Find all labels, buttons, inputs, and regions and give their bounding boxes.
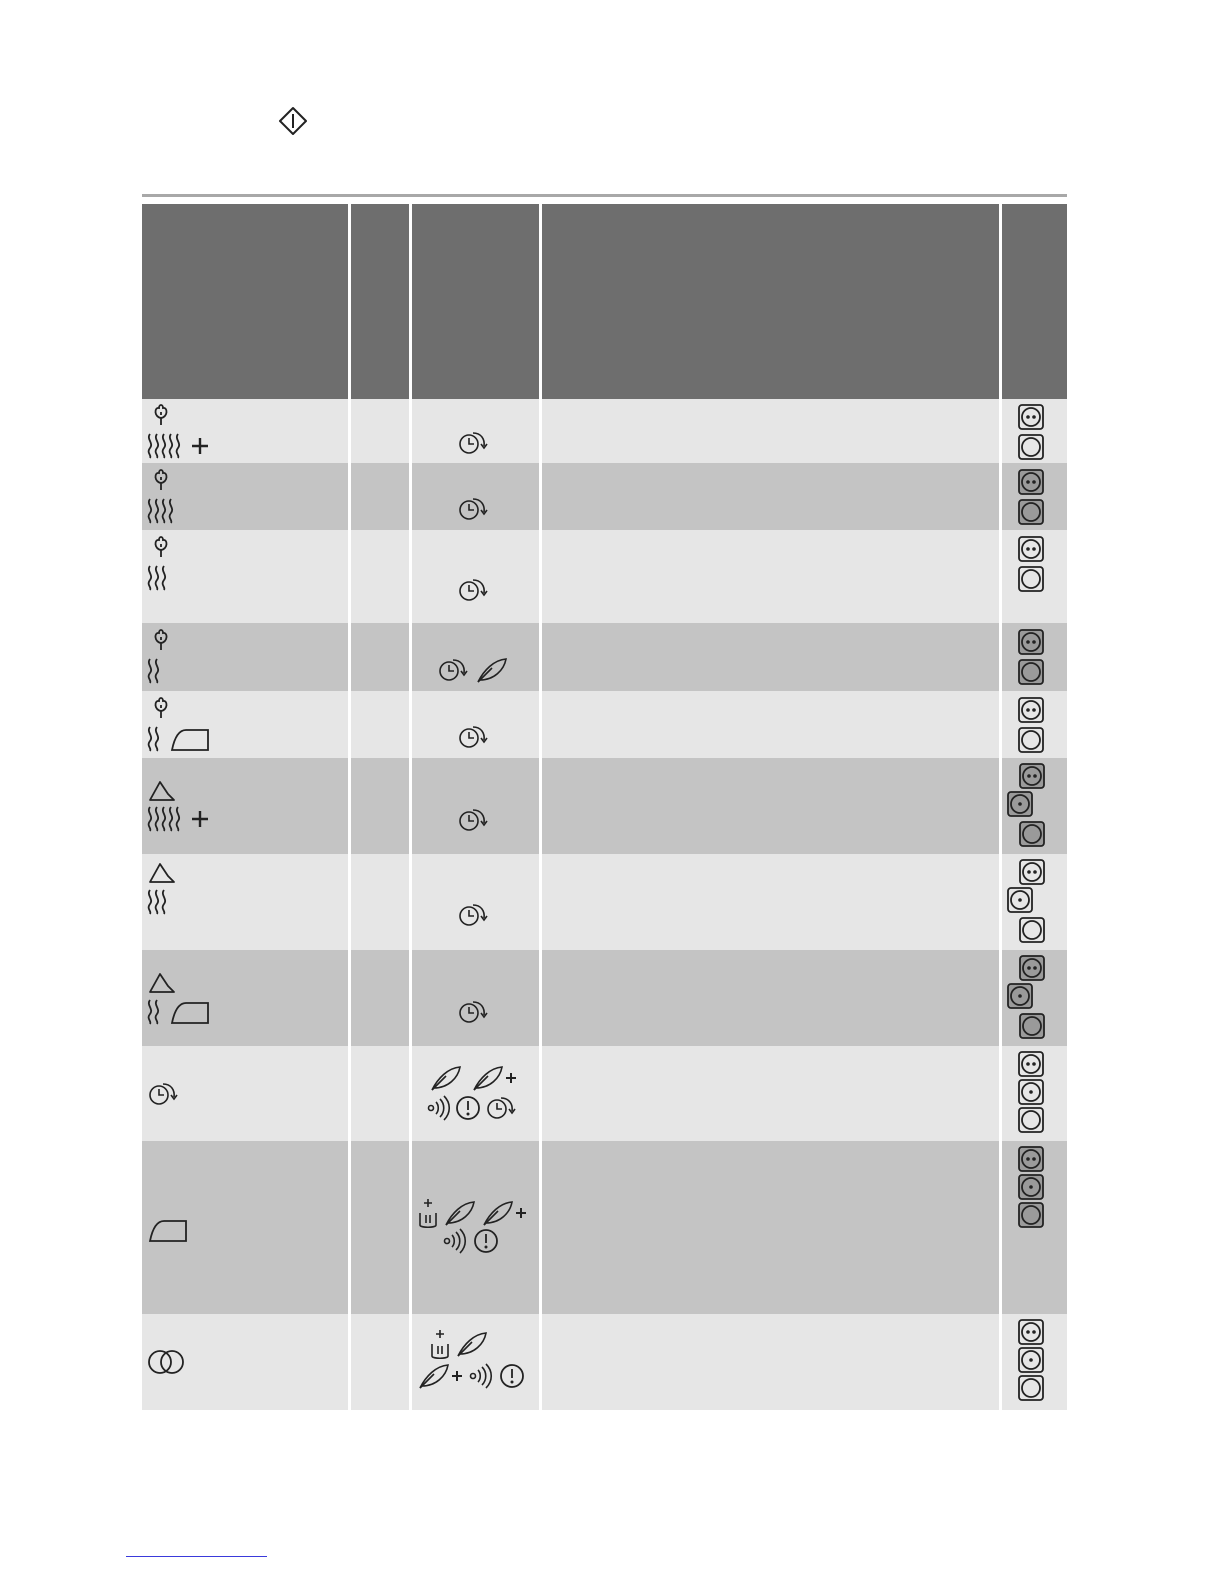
cotton-flower-icon [146,466,176,496]
light-dry-icon [146,656,166,684]
programme-cell [142,950,349,1046]
programme-cell [142,691,349,758]
description-cell [540,1141,1000,1314]
sensor-cell [1000,530,1067,623]
anti-crease-icon [416,1197,440,1231]
programme-table [142,204,1067,1410]
options-cell [410,758,540,854]
programme-cell [142,854,349,950]
load-cell [349,399,410,463]
cotton-flower-icon [146,401,176,431]
synthetic-triangle-icon [146,860,178,886]
time-drying-icon [456,723,492,751]
anti-crease-icon [428,1328,452,1362]
programme-cell [142,399,349,463]
synthetic-triangle-icon [146,778,178,804]
options-cell [410,623,540,691]
programme-cell [142,623,349,691]
sensor-cell [1000,399,1067,463]
mixed-rings-icon [146,1347,188,1377]
buzzer-icon [468,1362,496,1390]
time-drying-icon [484,1094,520,1122]
options-cell [410,691,540,758]
time-drying-icon [456,901,492,929]
table-row [142,1314,1067,1410]
synthetic-triangle-icon [146,970,178,996]
table-row [142,463,1067,530]
iron-dry-icon [146,997,212,1025]
description-cell [540,1314,1000,1410]
sensor-cell [1000,463,1067,530]
options-cell [410,854,540,950]
start-pause-diamond-icon [278,106,308,136]
load-cell [349,758,410,854]
load-cell [349,691,410,758]
table-row [142,950,1067,1046]
load-cell [349,530,410,623]
options-cell [410,530,540,623]
delicate-plus-icon [480,1199,530,1227]
delicate-feather-icon [428,1064,464,1092]
iron-icon [146,1215,188,1243]
cotton-flower-icon [146,694,176,724]
dots-two-icon [1017,696,1045,754]
dots-stack-icon [1017,1318,1045,1406]
dots-one-icon [1006,954,1046,1042]
programme-cell [142,463,349,530]
options-cell [410,399,540,463]
load-cell [349,950,410,1046]
options-cell [410,950,540,1046]
table-row [142,758,1067,854]
delicate-feather-icon [454,1330,490,1358]
header-sensor [1000,204,1067,399]
programme-cell [142,530,349,623]
description-cell [540,463,1000,530]
extra-dry-plus-icon [146,804,212,832]
header-load [349,204,410,399]
programme-cell [142,758,349,854]
time-drying-icon [456,806,492,834]
options-cell [410,1046,540,1141]
description-cell [540,399,1000,463]
cotton-flower-icon [146,626,176,656]
description-cell [540,623,1000,691]
time-drying-icon [456,576,492,604]
time-drying-icon [456,998,492,1026]
iron-dry-icon [146,724,212,752]
table-row [142,1141,1067,1314]
time-drying-icon [456,495,492,523]
load-cell [349,463,410,530]
load-cell [349,1046,410,1141]
options-cell [410,1314,540,1410]
sensor-cell [1000,1314,1067,1410]
medium-dry-icon [146,563,178,591]
dots-stack-icon [1017,1145,1045,1233]
dots-two-icon [1017,535,1045,593]
load-cell [349,1141,410,1314]
table-row [142,854,1067,950]
load-cell [349,1314,410,1410]
description-cell [540,530,1000,623]
description-cell [540,1046,1000,1141]
table-row [142,530,1067,623]
sensor-cell [1000,623,1067,691]
sensor-cell [1000,950,1067,1046]
table-row [142,1046,1067,1141]
time-drying-icon [436,656,472,684]
sensor-cell [1000,758,1067,854]
programme-cell [142,1314,349,1410]
table-header-row [142,204,1067,399]
delicate-plus-icon [416,1362,466,1390]
dots-stack-icon [1017,1050,1045,1138]
sensor-cell [1000,691,1067,758]
load-cell [349,623,410,691]
dots-two-icon [1017,403,1045,461]
table-row [142,691,1067,758]
table-row [142,623,1067,691]
time-drying-icon [456,429,492,457]
dots-one-icon [1006,762,1046,850]
medium-dry-icon [146,887,178,915]
sensor-cell [1000,854,1067,950]
time-drying-icon [146,1080,182,1108]
delicate-feather-icon [474,656,510,684]
top-rule [142,194,1067,197]
description-cell [540,758,1000,854]
buzzer-icon [442,1227,470,1255]
header-application [540,204,1000,399]
delicate-feather-icon [442,1199,478,1227]
buzzer-icon [426,1094,454,1122]
table-row [142,399,1067,463]
delicate-plus-icon [470,1064,520,1092]
cupboard-dry-icon [146,496,186,524]
options-cell [410,1141,540,1314]
programme-cell [142,1141,349,1314]
description-cell [540,691,1000,758]
header-options [410,204,540,399]
sensor-cell [1000,1141,1067,1314]
extra-dry-plus-icon [146,431,212,459]
dots-one-icon [1006,858,1046,946]
delay-start-icon [472,1227,500,1255]
options-cell [410,463,540,530]
programme-cell [142,1046,349,1141]
sensor-cell [1000,1046,1067,1141]
dots-two-icon [1017,468,1045,526]
load-cell [349,854,410,950]
header-programme [142,204,349,399]
footer-link-underline[interactable] [126,1556,267,1557]
description-cell [540,950,1000,1046]
cotton-flower-icon [146,533,176,563]
delay-start-icon [498,1362,526,1390]
description-cell [540,854,1000,950]
delay-start-icon [454,1094,482,1122]
dots-two-icon [1017,628,1045,686]
